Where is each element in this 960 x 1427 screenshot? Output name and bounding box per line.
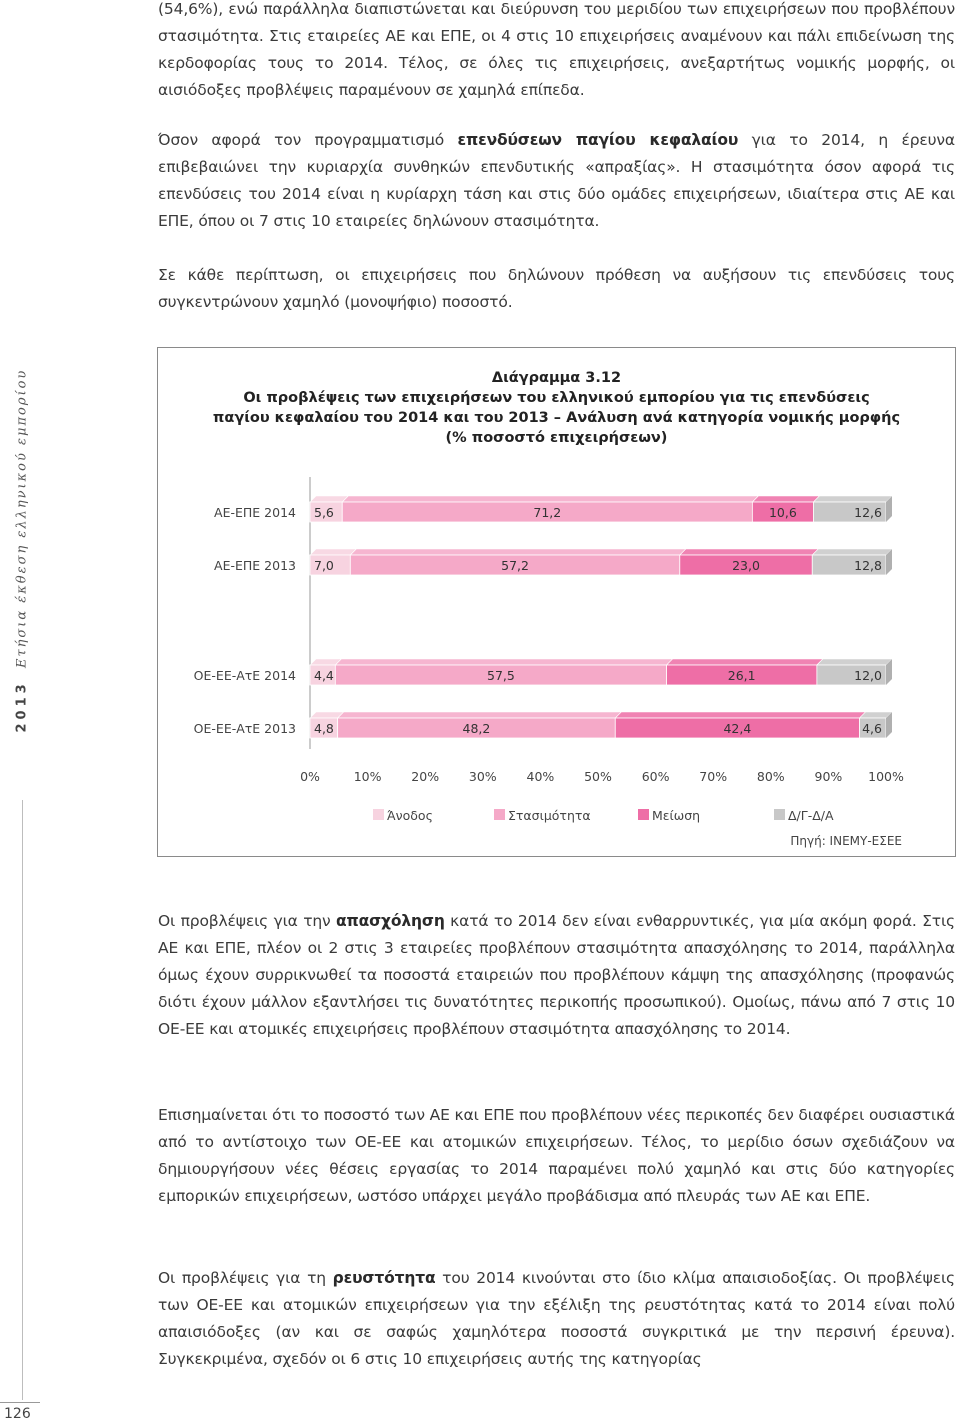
- x-tick-label: 10%: [353, 769, 382, 784]
- data-label: 57,2: [501, 558, 529, 573]
- paragraph-text: για το 2014, η έρευνα επιβεβαιώνει την κυριαρχία συνθηκών επενδυτικής «απραξίας». Η στασιμότητα όσον αφορά τις επενδύσεις του 2014 είναι η κυρίαρχη τάση και στις δύο ομάδες επιχειρήσεων, ιδιαίτερα στις ΑΕ και ΕΠΕ, όπου οι 7 στις 10 εταιρείες δηλώνουν στασιμότητα.: [158, 131, 956, 230]
- legend-label: Δ/Γ-Δ/Α: [788, 808, 834, 823]
- legend-swatch: [638, 809, 649, 820]
- paragraph-text: Σε κάθε περίπτωση, οι επιχειρήσεις που δηλώνουν πρόθεση να αυξήσουν τις επενδύσεις τους συγκεντρώνουν χαμηλό (μονοψήφιο) ποσοστό.: [158, 266, 955, 311]
- data-label: 23,0: [732, 558, 760, 573]
- paragraph-text: Όσον αφορά τον προγραμματισμό: [158, 131, 458, 149]
- category-label: ΟΕ-ΕΕ-ΑτΕ 2014: [193, 668, 296, 683]
- paragraph-text: του 2014 κινούνται στο ίδιο κλίμα απαισιοδοξίας. Οι προβλέψεις των ΟΕ-ΕΕ και ατομικών επιχειρήσεων για την εξέλιξη της ρευστότητας κατά το 2014 είναι πολύ απαισιόδοξες (αν και σε σαφώς χαμηλότερα ποσοστά συγκριτικά με την περσινή έρευνα). Συγκεκριμένα, σχεδόν οι 6 στις 10 επιχειρήσεις αυτής της κατηγορίας: [158, 1269, 956, 1368]
- legend-swatch: [774, 809, 785, 820]
- data-label: 12,8: [854, 558, 882, 573]
- paragraph-investment-intent: [158, 262, 955, 316]
- bar-segment-top: [335, 659, 672, 665]
- x-tick-label: 100%: [868, 769, 904, 784]
- bar-segment-top: [350, 549, 685, 555]
- paragraph-text: Επισημαίνεται ότι το ποσοστό των ΑΕ και ΕΠΕ που προβλέπουν νέες περικοπές δεν διαφέρει ουσιαστικά από το αντίστοιχο των ΟΕ-ΕΕ και ατομικών επιχειρήσεων. Τέλος, το μερίδιο όσων σχεδιάζουν να δημιουργήσουν νέες θέσεις εργασίας το 2014 παραμένει πολύ χαμηλό και στις δύο κατηγορίες εμπορικών επιχειρήσεων, ωστόσο υπάρχει μεγάλο προβάδισμα από πλευράς των ΑΕ και ΕΠΕ.: [158, 1106, 955, 1205]
- bar-segment-top: [817, 659, 892, 665]
- data-label: 12,6: [854, 505, 882, 520]
- data-label: 71,2: [533, 505, 562, 520]
- bold-keyword: ρευστότητα: [332, 1269, 436, 1287]
- legend-label: Μείωση: [652, 808, 701, 823]
- legend-label: Άνοδος: [387, 808, 433, 823]
- report-year: 2013: [14, 680, 30, 733]
- x-tick-label: 90%: [814, 769, 843, 784]
- x-tick-label: 50%: [584, 769, 612, 784]
- data-label: 57,5: [487, 668, 515, 683]
- category-label: ΑΕ-ΕΠΕ 2013: [214, 558, 296, 573]
- data-label: 4,4: [314, 668, 334, 683]
- paragraph-investments: [158, 127, 955, 235]
- bar-segment-top: [615, 712, 865, 718]
- x-tick-label: 60%: [641, 769, 670, 784]
- legend-swatch: [373, 809, 384, 820]
- bar-segment-top: [813, 496, 892, 502]
- bold-keyword: απασχόληση: [336, 912, 445, 930]
- running-title: [7, 368, 35, 740]
- page-number-rule: [0, 1402, 40, 1403]
- x-tick-label: 30%: [468, 769, 497, 784]
- data-label: 48,2: [462, 721, 491, 736]
- bar-segment-top: [310, 496, 348, 502]
- data-label: 4,8: [314, 721, 334, 736]
- bar-segment-top: [752, 496, 819, 502]
- data-label: 4,6: [862, 721, 882, 736]
- stacked-bar-chart: [157, 347, 956, 857]
- chart-title-line: παγίου κεφαλαίου του 2014 και του 2013 – Ανάλυση ανά κατηγορία νομικής μορφής: [212, 410, 901, 426]
- x-tick-label: 80%: [756, 769, 785, 784]
- paragraph-text: Οι προβλέψεις για τη: [158, 1269, 333, 1287]
- paragraph-text: (54,6%), ενώ παράλληλα διαπιστώνεται και διεύρυνση του μεριδίου των επιχειρήσεων που προβλέπουν στασιμότητα. Στις εταιρείες ΑΕ και ΕΠΕ, οι 4 στις 10 επιχειρήσεις αναμένουν και πάλι επιδείνωση της κερδοφορίας τους το 2014. Τέλος, σε όλες τις επιχειρήσεις, ανεξαρτήτως νομικής μορφής, οι αισιόδοξες προβλέψεις παραμένουν σε χαμηλά επίπεδα.: [158, 0, 955, 99]
- paragraph-employment: [158, 908, 955, 1043]
- bar-segment-top: [338, 712, 622, 718]
- x-tick-label: 40%: [526, 769, 555, 784]
- bar-segment-top: [667, 659, 823, 665]
- data-label: 10,6: [768, 505, 797, 520]
- x-tick-label: 70%: [699, 769, 728, 784]
- page-number: 126: [4, 1406, 31, 1422]
- paragraph-profitability: [158, 0, 955, 104]
- bar-segment-top: [310, 549, 356, 555]
- data-label: 5,6: [314, 505, 334, 520]
- x-tick-label: 0%: [300, 769, 320, 784]
- data-label: 12,0: [854, 668, 882, 683]
- data-label: 42,4: [723, 721, 752, 736]
- paragraph-text: Οι προβλέψεις για την: [158, 912, 336, 930]
- paragraph-job-cuts: [158, 1102, 955, 1210]
- chart-number: Διάγραμμα 3.12: [491, 370, 622, 386]
- category-label: ΑΕ-ΕΠΕ 2014: [214, 505, 296, 520]
- bar-segment-top: [342, 496, 758, 502]
- chart-source: Πηγή: ΙΝΕΜΥ-ΕΣΕΕ: [790, 834, 902, 848]
- chart-title-line: Οι προβλέψεις των επιχειρήσεων του ελληνικού εμπορίου για τις επενδύσεις: [243, 390, 870, 406]
- category-label: ΟΕ-ΕΕ-ΑτΕ 2013: [193, 721, 296, 736]
- paragraph-text: κατά το 2014 δεν είναι ενθαρρυντικές, για μία ακόμη φορά. Στις ΑΕ και ΕΠΕ, πλέον οι 2 στις 3 εταιρείες προβλέπουν στασιμότητα απασχόλησης το 2014, παράλληλα όμως έχουν συρρικνωθεί τα ποσοστά εταιρειών που προβλέπουν κάμψη της απασχόλησης (προφανώς διότι έχουν μάλλον εξαντλήσει τις δυνατότητες περικοπής προσωπικού). Ομοίως, πάνω από 7 στις 10 ΟΕ-ΕΕ και ατομικές επιχειρήσεις προβλέπουν στασιμότητα απασχόλησης το 2014.: [158, 912, 955, 1038]
- paragraph-liquidity: [158, 1265, 955, 1373]
- bar-segment-top: [812, 549, 892, 555]
- data-label: 26,1: [727, 668, 756, 683]
- bold-keyword: επενδύσεων παγίου κεφαλαίου: [457, 131, 739, 149]
- legend-swatch: [494, 809, 505, 820]
- chart-unit: (% ποσοστό επιχειρήσεων): [445, 430, 668, 446]
- x-tick-label: 20%: [411, 769, 440, 784]
- report-title: Ετήσια έκθεση ελληνικού εμπορίου: [14, 368, 30, 669]
- bar-segment-top: [680, 549, 818, 555]
- side-divider: [22, 800, 23, 1400]
- data-label: 7,0: [314, 558, 334, 573]
- legend-label: Στασιμότητα: [508, 808, 591, 823]
